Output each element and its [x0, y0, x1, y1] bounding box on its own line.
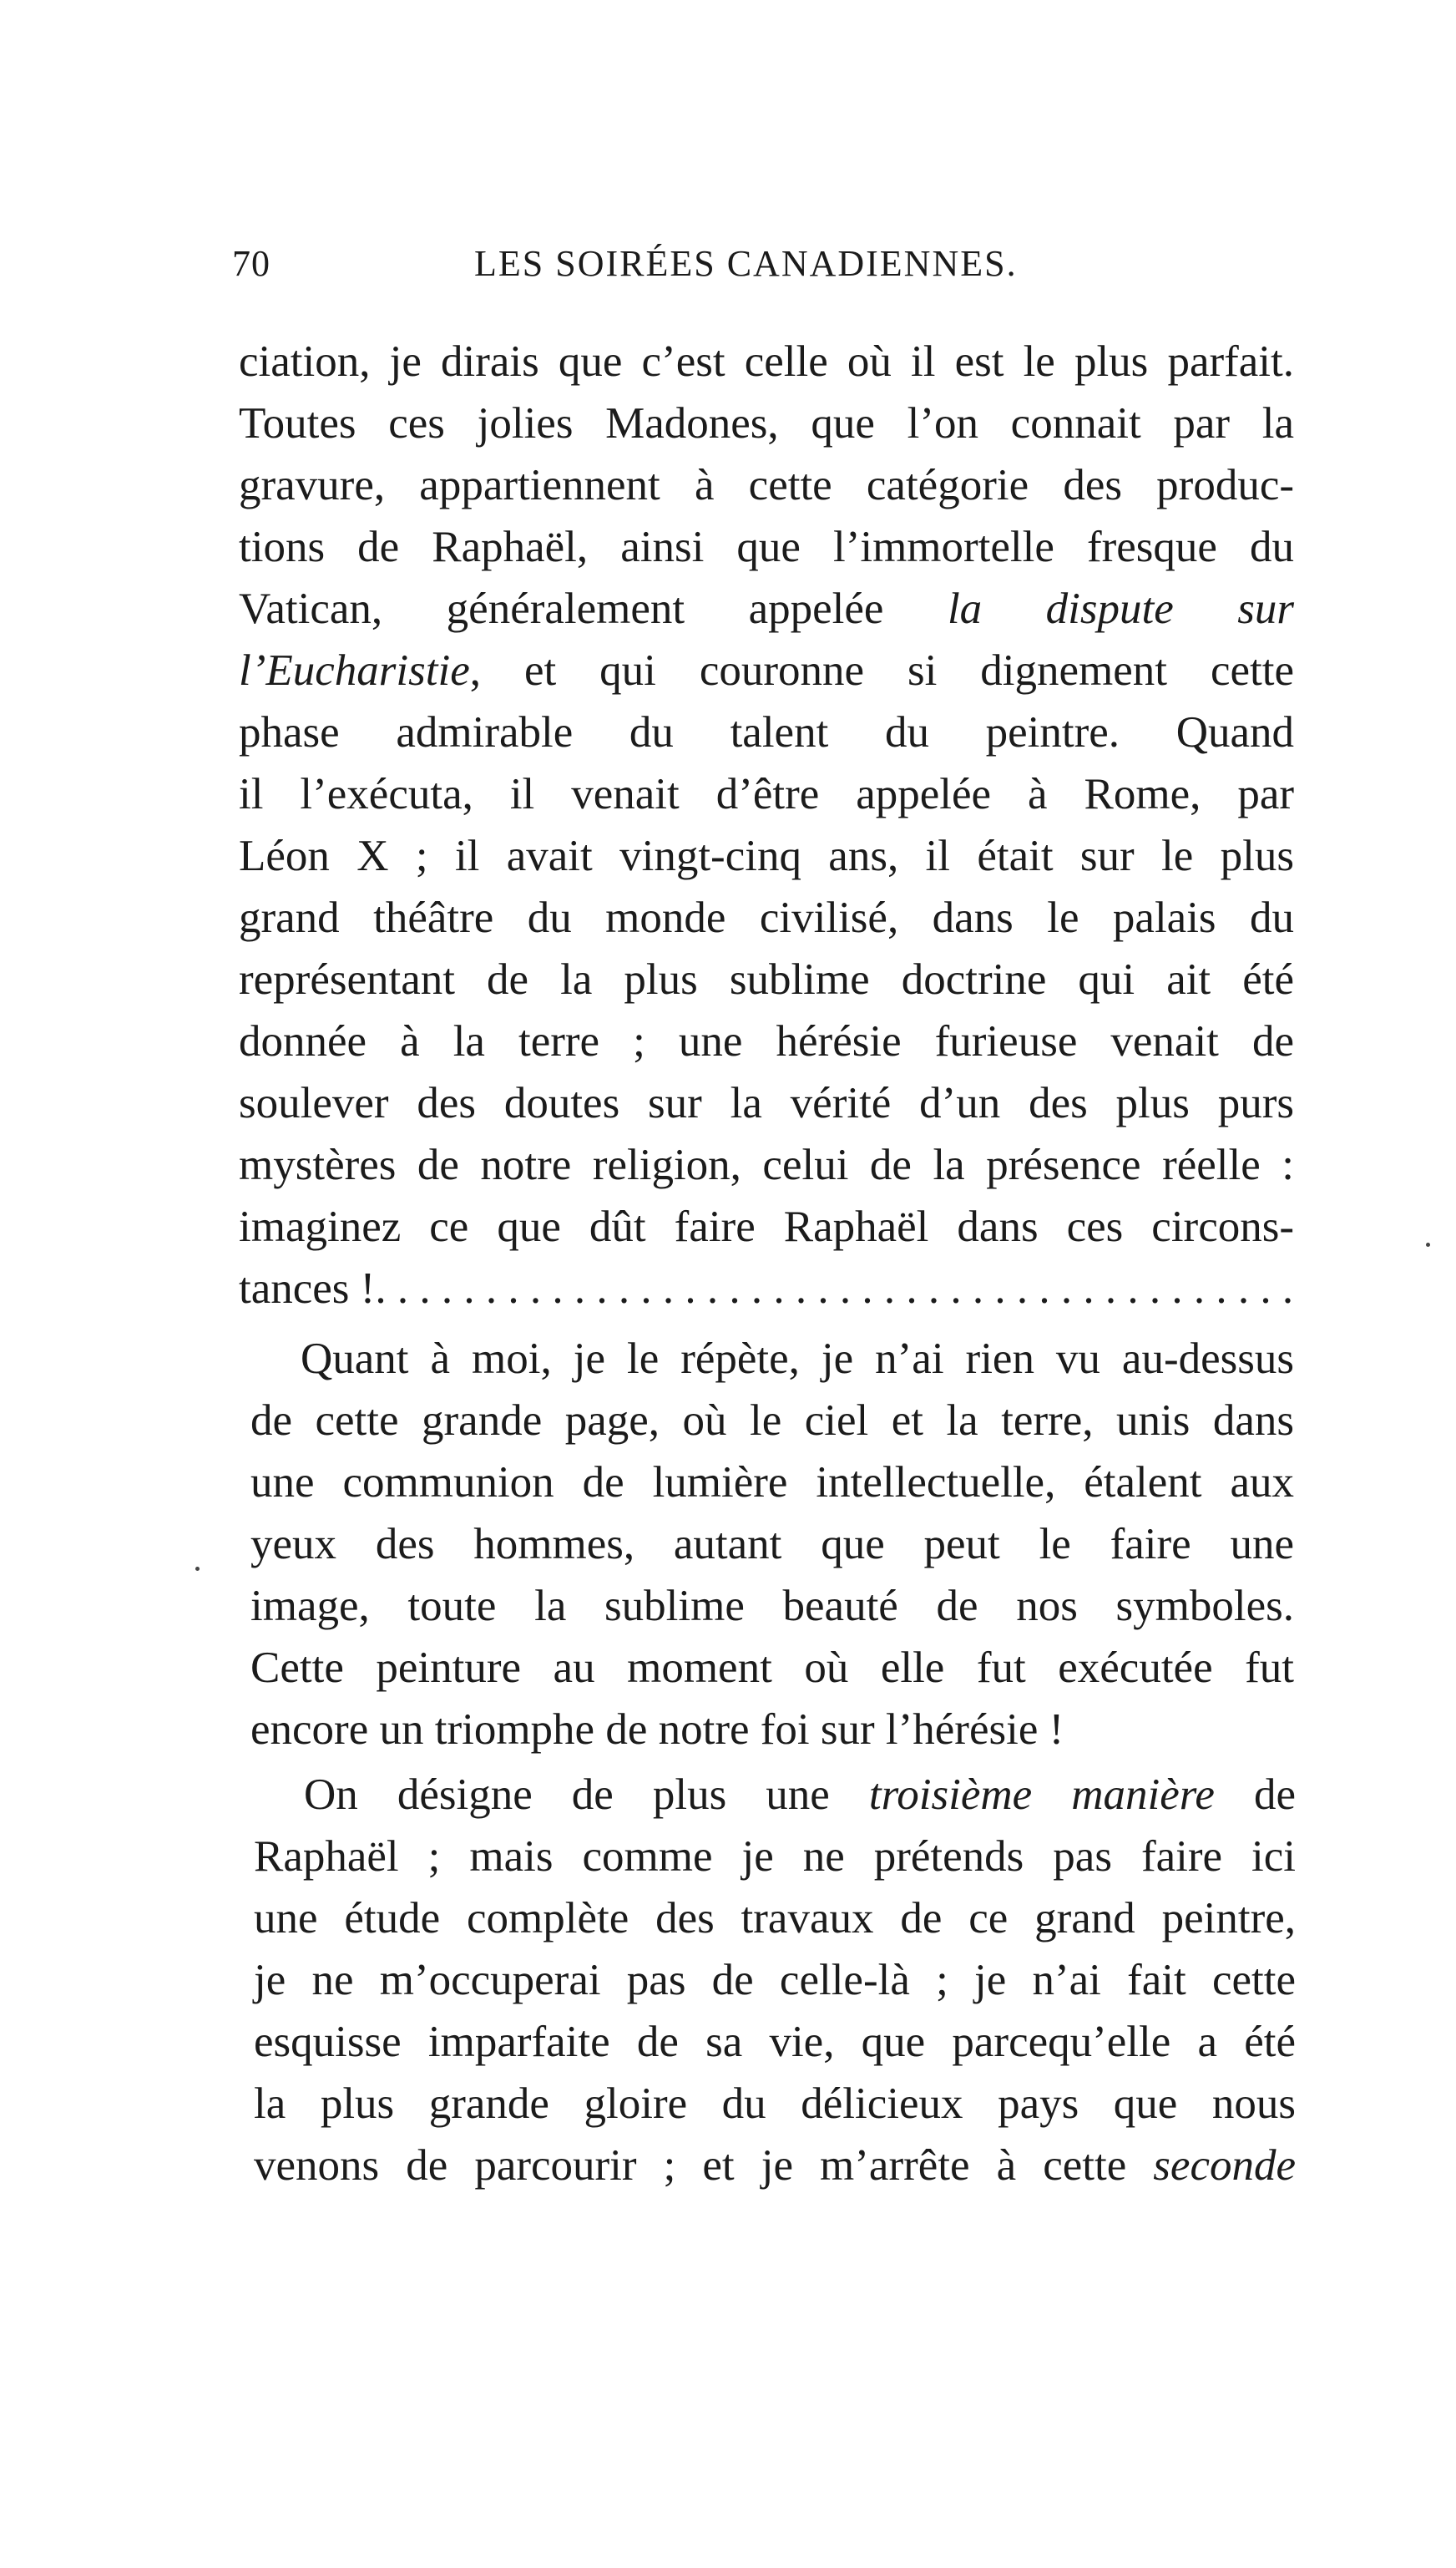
italic-title: l’Eucharistie — [239, 646, 470, 695]
italic-phrase: troisième manière — [868, 1770, 1215, 1819]
text-line: phase admirable du talent du peintre. Quand — [239, 708, 1294, 757]
text-line: tances !. . . . . . . . . . . . . . . . . . . . . . . . . . . . . . . . . . . . . . . . . . — [239, 1264, 1294, 1313]
text-line: une communion de lumière intellectuelle, étalent aux — [250, 1458, 1294, 1507]
page-header — [232, 242, 1309, 292]
text-line: Toutes ces jolies Madones, que l’on connait par la — [239, 399, 1294, 448]
text-line: image, toute la sublime beauté de nos symboles. — [250, 1582, 1294, 1630]
text-line: une étude complète des travaux de ce grand peintre, — [254, 1894, 1296, 1942]
text-line: Léon X ; il avait vingt-cinq ans, il était sur le plus — [239, 832, 1294, 880]
text-line: mystères de notre religion, celui de la présence réelle : — [239, 1141, 1294, 1189]
text-line: il l’exécuta, il venait d’être appelée à Rome, par — [239, 770, 1294, 818]
text-segment: Vatican, généralement appelée — [239, 585, 948, 633]
text-line: Cette peinture au moment où elle fut exécutée fut — [250, 1644, 1294, 1692]
text-line: je ne m’occuperai pas de celle-là ; je n’ai fait cette — [254, 1956, 1296, 2004]
scan-speck — [1426, 1243, 1430, 1247]
italic-word: seconde — [1153, 2141, 1296, 2190]
text-line — [254, 1764, 1296, 1826]
text-line: yeux des hommes, autant que peut le faire une — [250, 1520, 1294, 1568]
text-line: imaginez ce que dût faire Raphaël dans ces circons- — [239, 1203, 1294, 1251]
text-line: donnée à la terre ; une hérésie furieuse venait de — [239, 1017, 1294, 1066]
text-line: encore un triomphe de notre foi sur l’hérésie ! — [250, 1705, 1064, 1754]
italic-title: la dispute sur — [947, 585, 1295, 633]
text-line: Quant à moi, je le répète, je n’ai rien vu au-dessus — [301, 1335, 1294, 1383]
scan-speck — [195, 1567, 200, 1571]
text-line — [239, 578, 1294, 640]
text-line: représentant de la plus sublime doctrine qui ait été — [239, 955, 1294, 1004]
text-line — [254, 2135, 1296, 2196]
paragraph-3 — [254, 1764, 1296, 2196]
text-line: soulever des doutes sur la vérité d’un des plus purs — [239, 1079, 1294, 1127]
running-title: LES SOIRÉES CANADIENNES. — [474, 243, 1018, 284]
text-segment: On désigne de plus une — [304, 1770, 869, 1819]
text-line: tions de Raphaël, ainsi que l’immortelle fresque du — [239, 523, 1294, 571]
text-line: Raphaël ; mais comme je ne prétends pas faire ici — [254, 1832, 1296, 1881]
text-segment: venons de parcourir ; et je m’arrête à cette — [254, 2141, 1154, 2190]
text-line: de cette grande page, où le ciel et la terre, unis dans — [250, 1396, 1294, 1445]
text-line — [239, 640, 1294, 702]
paragraph-1 — [239, 331, 1294, 1319]
page-number: 70 — [232, 243, 270, 284]
paragraph-2 — [250, 1328, 1294, 1760]
text-line: ciation, je dirais que c’est celle où il est le plus parfait. — [239, 337, 1294, 386]
text-segment: , et qui couronne si dignement cette — [469, 646, 1294, 695]
text-line: la plus grande gloire du délicieux pays que nous — [254, 2079, 1296, 2128]
text-line: grand théâtre du monde civilisé, dans le palais du — [239, 894, 1294, 942]
text-line: gravure, appartiennent à cette catégorie des produc- — [239, 461, 1294, 509]
text-line: esquisse imparfaite de sa vie, que parcequ’elle a été — [254, 2018, 1296, 2066]
text-segment: de — [1214, 1770, 1296, 1819]
